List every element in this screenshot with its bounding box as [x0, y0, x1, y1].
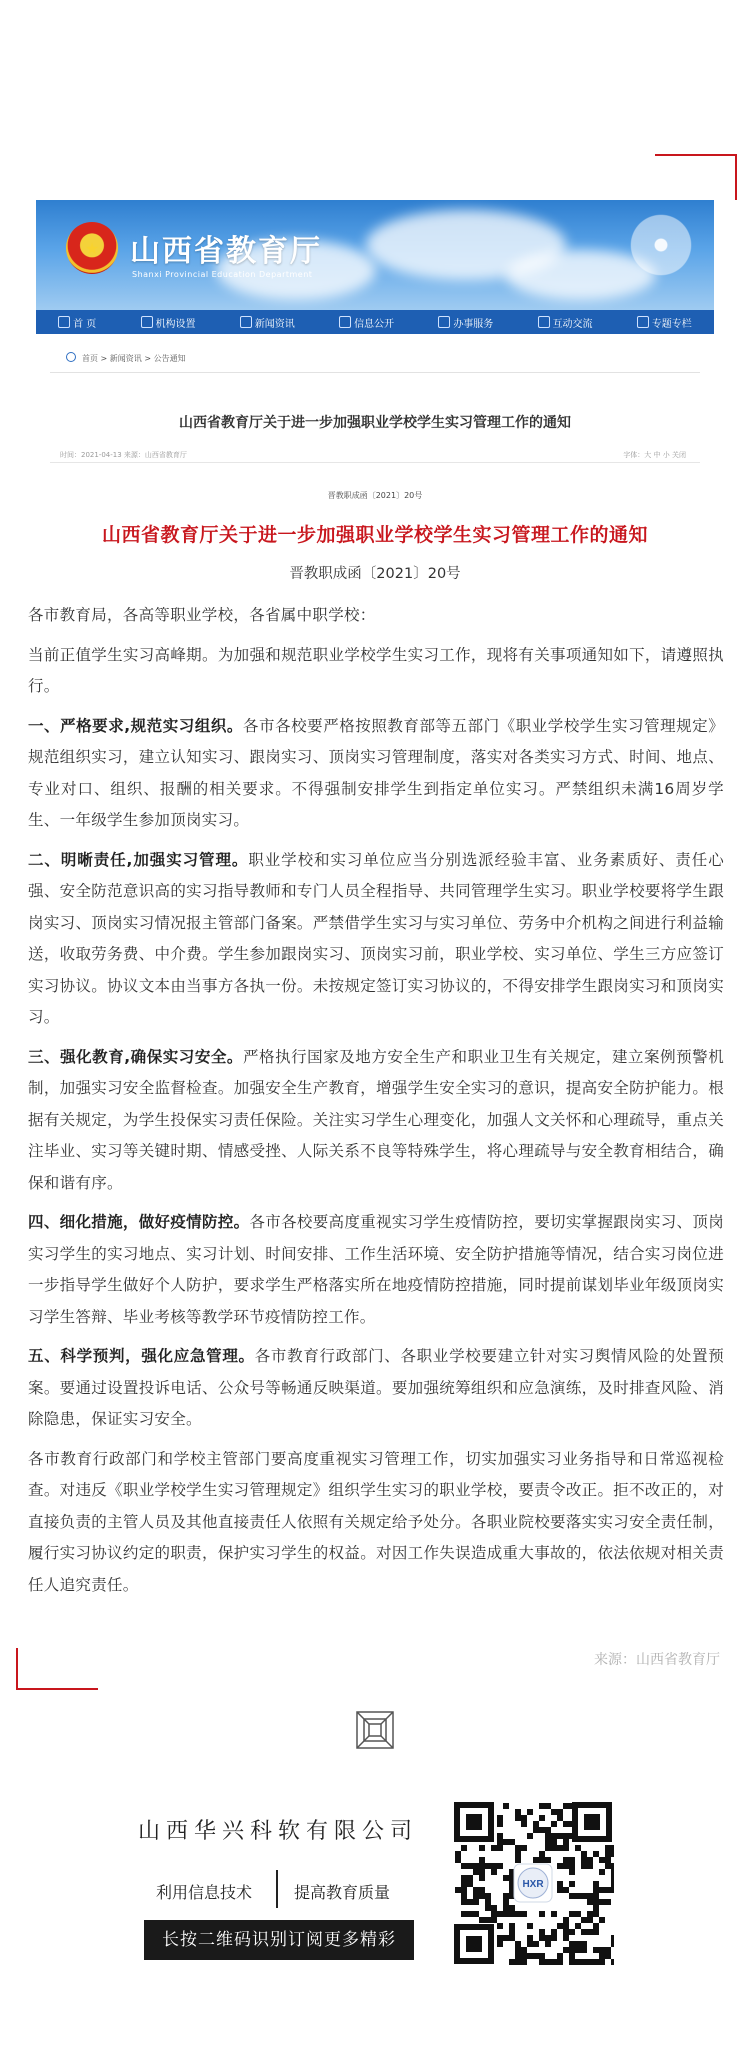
- slogan-right: 提高教育质量: [294, 1883, 391, 1902]
- section-text: 严格执行国家及地方安全生产和职业卫生有关规定，建立案例预警机制，加强实习安全监督检查。加强安全生产教育，增强学生安全实习的意识，提高安全防护能力。根据有关规定，为学生投保实习责任保险。关注实习学生心理变化，加强人文关怀和心理疏导，重点关注毕业、实习等关键时期、情感受挫、人际关系不良等特殊学生，将心理疏导与安全教育相结合，确保和谐有序。: [28, 1047, 724, 1192]
- section-paragraph: [28, 845, 724, 1034]
- org-icon: [141, 316, 153, 328]
- font-size-control[interactable]: 字体：大 中 小 关闭: [623, 451, 686, 459]
- nav-interact[interactable]: 互动交流: [538, 315, 593, 330]
- intro-paragraph: 当前正值学生实习高峰期。为加强和规范职业学校学生实习工作，现将有关事项通知如下，请遵照执行。: [28, 645, 724, 695]
- nav-service[interactable]: 办事服务: [438, 315, 493, 330]
- section-paragraph: [28, 1042, 724, 1200]
- decor-corner-top-right: [655, 154, 737, 200]
- section-paragraph: [28, 711, 724, 837]
- section-paragraph: [28, 1341, 724, 1436]
- article-body: [28, 600, 724, 1601]
- nav-home[interactable]: 首 页: [58, 315, 96, 330]
- nav-info[interactable]: 信息公开: [339, 315, 394, 330]
- news-icon: [240, 316, 252, 328]
- subscribe-cta: 长按二维码识别订阅更多精彩: [144, 1920, 414, 1960]
- nav-org[interactable]: 机构设置: [141, 315, 196, 330]
- section-text: 各市教育行政部门、各职业学校要建立针对实习舆情风险的处置预案。要通过设置投诉电话、公众号等畅通反映渠道。要加强统筹组织和应急演练，及时排查风险、消除隐患，保证实习安全。: [28, 1347, 724, 1428]
- section-text: 各市各校要严格按照教育部等五部门《职业学校学生实习管理规定》规范组织实习，建立认知实习、跟岗实习、顶岗实习管理制度，落实对各类实习方式、时间、地点、专业对口、组织、报酬的相关要求。不得强制安排学生到指定单位实习。严禁组织未满16周岁学生、一年级学生参加顶岗实习。: [28, 716, 724, 829]
- national-emblem-icon: ★: [66, 222, 118, 274]
- article-title: 山西省教育厅关于进一步加强职业学校学生实习管理工作的通知: [101, 524, 648, 546]
- section-heading: 三、强化教育,确保实习安全。: [28, 1047, 243, 1066]
- site-banner: [36, 200, 714, 310]
- site-name: 山西省教育厅: [130, 234, 322, 269]
- website-screenshot: [36, 200, 714, 508]
- slogan-divider: [276, 1870, 278, 1908]
- closing-paragraph: 各市教育行政部门和学校主管部门要高度重视实习管理工作，切实加强实习业务指导和日常巡视检查。对违反《职业学校学生实习管理规定》组织学生实习的职业学校，要责令改正。拒不改正的，对直接负责的主管人员及其他直接责任人依照有关规定给予处分。各职业院校要落实实习安全责任制，履行实习协议约定的职责，保护实习学生的权益。对因工作失误造成重大事故的，依法依规对相关责任人追究责任。: [28, 1449, 724, 1594]
- site-article-meta: 时间：2021-04-13 来源：山西省教育厅: [60, 451, 187, 459]
- slogan-left: 利用信息技术: [156, 1883, 253, 1902]
- site-name-en: Shanxi Provincial Education Department: [132, 270, 313, 279]
- section-heading: 一、严格要求,规范实习组织。: [28, 716, 243, 735]
- service-icon: [438, 316, 450, 328]
- article-doc-number: 晋教职成函〔2021〕20号: [289, 566, 461, 582]
- topic-icon: [637, 316, 649, 328]
- nav-topic[interactable]: 专题专栏: [637, 315, 692, 330]
- decor-corner-bottom-left: [16, 1648, 98, 1690]
- site-doc-number: 晋教职成函〔2021〕20号: [327, 491, 423, 500]
- dandelion-image: [626, 210, 696, 280]
- section-text: 各市各校要高度重视实习学生疫情防控，要切实掌握跟岗实习、顶岗实习学生的实习地点、实习计划、时间安排、工作生活环境、安全防护措施等情况，结合实习岗位进一步指导学生做好个人防护，要求学生严格落实所在地疫情防控措施，同时提前谋划毕业年级顶岗实习学生答辩、毕业考核等教学环节疫情防控工作。: [28, 1213, 724, 1326]
- section-heading: 四、细化措施，做好疫情防控。: [28, 1213, 250, 1231]
- qr-code[interactable]: [452, 1800, 614, 1966]
- nav-news[interactable]: 新闻资讯: [240, 315, 295, 330]
- interact-icon: [538, 316, 550, 328]
- home-icon: [58, 316, 70, 328]
- breadcrumb: 首页 > 新闻资讯 > 公告通知: [66, 352, 186, 364]
- divider: [50, 372, 700, 373]
- company-name: 山西华兴科软有限公司: [138, 1819, 419, 1844]
- section-paragraph: [28, 1207, 724, 1333]
- location-icon: [66, 352, 76, 362]
- info-icon: [339, 316, 351, 328]
- site-article-title: 山西省教育厅关于进一步加强职业学校学生实习管理工作的通知: [179, 415, 571, 431]
- qr-badge-text: HXR: [522, 1879, 544, 1890]
- site-nav: [36, 310, 714, 334]
- section-heading: 二、明晰责任,加强实习管理。: [28, 850, 249, 869]
- section-text: 职业学校和实习单位应当分别选派经验丰富、业务素质好、责任心强、安全防范意识高的实习指导教师和专门人员全程指导、共同管理学生实习。职业学校要将学生跟岗实习、顶岗实习情况报主管部门备案。严禁借学生实习与实习单位、劳务中介机构之间进行利益输送，收取劳务费、中介费。学生参加跟岗实习、顶岗实习前，职业学校、实习单位、学生三方应签订实习协议。协议文本由当事方各执一份。未按规定签订实习协议的，不得安排学生跟岗实习和顶岗实习。: [28, 850, 724, 1026]
- company-logo-icon: [355, 1710, 395, 1750]
- section-heading: 五、科学预判，强化应急管理。: [28, 1347, 255, 1365]
- article-source: 来源：山西省教育厅: [594, 1652, 720, 1668]
- salutation: 各市教育局，各高等职业学校，各省属中职学校：: [28, 606, 376, 624]
- divider: [50, 462, 700, 463]
